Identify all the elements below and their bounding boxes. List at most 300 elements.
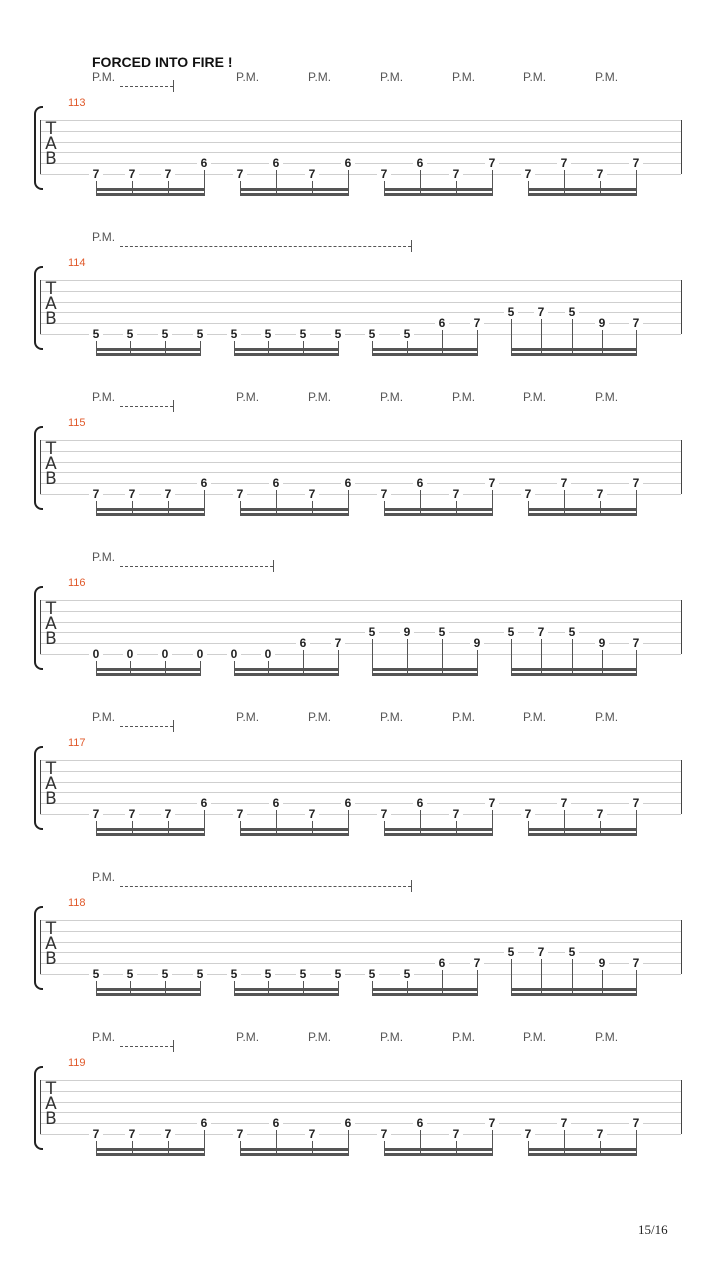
tab-clef-letter: T bbox=[45, 119, 57, 139]
note-stem bbox=[420, 490, 421, 515]
tab-string-5 bbox=[40, 643, 681, 644]
fret-number: 7 bbox=[629, 957, 643, 969]
tab-system bbox=[0, 550, 720, 710]
beam bbox=[528, 828, 637, 831]
fret-number: 7 bbox=[305, 1128, 319, 1140]
palm-mute-label: P.M. bbox=[92, 390, 116, 404]
fret-number: 7 bbox=[521, 808, 535, 820]
fret-number: 5 bbox=[331, 968, 345, 980]
fret-number: 7 bbox=[534, 626, 548, 638]
beam bbox=[96, 1153, 205, 1156]
fret-number: 5 bbox=[400, 968, 414, 980]
note-stem bbox=[636, 810, 637, 835]
beam bbox=[528, 188, 637, 191]
beam bbox=[384, 193, 493, 196]
fret-number: 7 bbox=[593, 1128, 607, 1140]
beam bbox=[96, 1148, 205, 1151]
note-stem bbox=[420, 1130, 421, 1155]
fret-number: 5 bbox=[331, 328, 345, 340]
tab-system bbox=[0, 70, 720, 230]
fret-number: 7 bbox=[521, 1128, 535, 1140]
note-stem bbox=[338, 650, 339, 675]
fret-number: 7 bbox=[521, 488, 535, 500]
tab-string-2 bbox=[40, 131, 681, 132]
beam bbox=[234, 353, 339, 356]
barline-end bbox=[681, 760, 682, 814]
note-stem bbox=[276, 1130, 277, 1155]
tab-string-5 bbox=[40, 963, 681, 964]
beam bbox=[511, 348, 637, 351]
fret-number: 5 bbox=[365, 626, 379, 638]
beam bbox=[511, 353, 637, 356]
tab-clef-letter: A bbox=[45, 774, 57, 794]
tab-string-4 bbox=[40, 152, 681, 153]
beam bbox=[96, 993, 201, 996]
page-number: 15/16 bbox=[638, 1222, 668, 1237]
beam bbox=[372, 988, 478, 991]
fret-number: 7 bbox=[557, 477, 571, 489]
tab-clef-letter: T bbox=[45, 279, 57, 299]
tab-string-4 bbox=[40, 472, 681, 473]
tab-string-3 bbox=[40, 782, 681, 783]
tab-clef bbox=[42, 919, 60, 969]
tab-system bbox=[0, 870, 720, 1030]
fret-number: 5 bbox=[89, 328, 103, 340]
beam bbox=[384, 1148, 493, 1151]
fret-number: 7 bbox=[161, 1128, 175, 1140]
beam bbox=[384, 1153, 493, 1156]
fret-number: 7 bbox=[305, 168, 319, 180]
palm-mute-label: P.M. bbox=[308, 390, 332, 404]
beam bbox=[234, 673, 339, 676]
beam bbox=[384, 513, 493, 516]
fret-number: 7 bbox=[485, 477, 499, 489]
palm-mute-label: P.M. bbox=[452, 70, 476, 84]
fret-number: 7 bbox=[534, 306, 548, 318]
fret-number: 5 bbox=[193, 328, 207, 340]
fret-number: 6 bbox=[269, 477, 283, 489]
beam bbox=[511, 673, 637, 676]
note-stem bbox=[348, 490, 349, 515]
tab-system bbox=[0, 390, 720, 550]
note-stem bbox=[442, 330, 443, 355]
beam bbox=[96, 353, 201, 356]
fret-number: 7 bbox=[521, 168, 535, 180]
note-stem bbox=[602, 330, 603, 355]
palm-mute-label: P.M. bbox=[380, 390, 404, 404]
palm-mute-end bbox=[411, 880, 412, 892]
tab-clef-letter: T bbox=[45, 1079, 57, 1099]
beam bbox=[384, 188, 493, 191]
palm-mute-label: P.M. bbox=[92, 1030, 116, 1044]
fret-number: 7 bbox=[629, 1117, 643, 1129]
fret-number: 6 bbox=[269, 797, 283, 809]
tab-clef-letter: A bbox=[45, 1094, 57, 1114]
palm-mute-dashes bbox=[120, 566, 273, 567]
note-stem bbox=[477, 650, 478, 675]
tab-system bbox=[0, 230, 720, 390]
fret-number: 5 bbox=[365, 328, 379, 340]
beam bbox=[96, 828, 205, 831]
note-stem bbox=[204, 810, 205, 835]
beam bbox=[528, 508, 637, 511]
palm-mute-dashes bbox=[120, 726, 173, 727]
note-stem bbox=[420, 810, 421, 835]
note-stem bbox=[477, 970, 478, 995]
fret-number: 7 bbox=[449, 808, 463, 820]
fret-number: 6 bbox=[197, 477, 211, 489]
fret-number: 6 bbox=[341, 477, 355, 489]
fret-number: 7 bbox=[331, 637, 345, 649]
fret-number: 7 bbox=[233, 488, 247, 500]
fret-number: 7 bbox=[125, 1128, 139, 1140]
beam bbox=[240, 193, 349, 196]
palm-mute-label: P.M. bbox=[92, 870, 116, 884]
beam bbox=[372, 668, 478, 671]
fret-number: 0 bbox=[158, 648, 172, 660]
palm-mute-label: P.M. bbox=[595, 710, 619, 724]
note-stem bbox=[564, 1130, 565, 1155]
fret-number: 7 bbox=[470, 317, 484, 329]
beam bbox=[384, 833, 493, 836]
fret-number: 6 bbox=[197, 157, 211, 169]
palm-mute-label: P.M. bbox=[452, 1030, 476, 1044]
palm-mute-dashes bbox=[120, 406, 173, 407]
tab-string-1 bbox=[40, 920, 681, 921]
fret-number: 6 bbox=[341, 157, 355, 169]
fret-number: 6 bbox=[413, 477, 427, 489]
beam bbox=[96, 668, 201, 671]
tab-clef bbox=[42, 599, 60, 649]
palm-mute-label: P.M. bbox=[523, 70, 547, 84]
tab-string-1 bbox=[40, 760, 681, 761]
note-stem bbox=[420, 170, 421, 195]
beam bbox=[234, 988, 339, 991]
note-stem bbox=[276, 810, 277, 835]
fret-number: 7 bbox=[377, 168, 391, 180]
note-stem bbox=[492, 1130, 493, 1155]
beam bbox=[240, 1153, 349, 1156]
fret-number: 7 bbox=[161, 808, 175, 820]
note-stem bbox=[492, 170, 493, 195]
fret-number: 6 bbox=[341, 1117, 355, 1129]
tab-string-2 bbox=[40, 931, 681, 932]
palm-mute-label: P.M. bbox=[236, 390, 260, 404]
fret-number: 7 bbox=[89, 808, 103, 820]
fret-number: 7 bbox=[89, 168, 103, 180]
fret-number: 7 bbox=[125, 168, 139, 180]
fret-number: 7 bbox=[629, 157, 643, 169]
fret-number: 7 bbox=[629, 797, 643, 809]
fret-number: 6 bbox=[413, 1117, 427, 1129]
palm-mute-label: P.M. bbox=[380, 710, 404, 724]
note-stem bbox=[477, 330, 478, 355]
measure-number: 118 bbox=[68, 897, 86, 909]
fret-number: 5 bbox=[193, 968, 207, 980]
beam bbox=[528, 1148, 637, 1151]
tab-string-4 bbox=[40, 312, 681, 313]
beam bbox=[384, 828, 493, 831]
note-stem bbox=[636, 1130, 637, 1155]
fret-number: 5 bbox=[261, 328, 275, 340]
beam bbox=[528, 833, 637, 836]
fret-number: 7 bbox=[233, 808, 247, 820]
palm-mute-label: P.M. bbox=[308, 710, 332, 724]
palm-mute-end bbox=[173, 720, 174, 732]
beam bbox=[96, 988, 201, 991]
fret-number: 5 bbox=[400, 328, 414, 340]
beam bbox=[511, 668, 637, 671]
beam bbox=[96, 188, 205, 191]
palm-mute-dashes bbox=[120, 1046, 173, 1047]
fret-number: 5 bbox=[89, 968, 103, 980]
palm-mute-label: P.M. bbox=[308, 1030, 332, 1044]
beam bbox=[384, 508, 493, 511]
palm-mute-label: P.M. bbox=[236, 70, 260, 84]
tab-clef bbox=[42, 1079, 60, 1129]
tab-string-2 bbox=[40, 771, 681, 772]
fret-number: 5 bbox=[435, 626, 449, 638]
palm-mute-end bbox=[173, 1040, 174, 1052]
palm-mute-label: P.M. bbox=[523, 390, 547, 404]
fret-number: 6 bbox=[269, 1117, 283, 1129]
note-stem bbox=[492, 490, 493, 515]
note-stem bbox=[348, 1130, 349, 1155]
fret-number: 5 bbox=[565, 306, 579, 318]
tab-string-3 bbox=[40, 302, 681, 303]
tab-clef bbox=[42, 759, 60, 809]
tab-string-4 bbox=[40, 1112, 681, 1113]
fret-number: 7 bbox=[485, 157, 499, 169]
fret-number: 7 bbox=[161, 488, 175, 500]
palm-mute-dashes bbox=[120, 86, 173, 87]
fret-number: 7 bbox=[125, 808, 139, 820]
fret-number: 6 bbox=[197, 1117, 211, 1129]
fret-number: 0 bbox=[89, 648, 103, 660]
fret-number: 7 bbox=[377, 1128, 391, 1140]
note-stem bbox=[564, 170, 565, 195]
palm-mute-label: P.M. bbox=[236, 710, 260, 724]
beam bbox=[96, 673, 201, 676]
tab-system bbox=[0, 710, 720, 870]
palm-mute-label: P.M. bbox=[523, 710, 547, 724]
fret-number: 5 bbox=[296, 968, 310, 980]
fret-number: 5 bbox=[158, 968, 172, 980]
palm-mute-label: P.M. bbox=[452, 710, 476, 724]
fret-number: 6 bbox=[341, 797, 355, 809]
fret-number: 5 bbox=[504, 946, 518, 958]
fret-number: 7 bbox=[557, 797, 571, 809]
palm-mute-label: P.M. bbox=[523, 1030, 547, 1044]
tab-string-1 bbox=[40, 600, 681, 601]
tab-clef-letter: B bbox=[45, 629, 57, 649]
beam bbox=[96, 348, 201, 351]
tab-string-1 bbox=[40, 1080, 681, 1081]
beam bbox=[372, 353, 478, 356]
fret-number: 7 bbox=[89, 1128, 103, 1140]
fret-number: 9 bbox=[400, 626, 414, 638]
tab-string-3 bbox=[40, 142, 681, 143]
fret-number: 7 bbox=[629, 317, 643, 329]
tab-clef-letter: B bbox=[45, 149, 57, 169]
tab-string-2 bbox=[40, 451, 681, 452]
fret-number: 6 bbox=[413, 797, 427, 809]
fret-number: 9 bbox=[595, 957, 609, 969]
palm-mute-label: P.M. bbox=[308, 70, 332, 84]
beam bbox=[240, 1148, 349, 1151]
beam bbox=[511, 993, 637, 996]
tab-clef-letter: A bbox=[45, 454, 57, 474]
measure-number: 114 bbox=[68, 257, 86, 269]
measure-number: 119 bbox=[68, 1057, 86, 1069]
fret-number: 7 bbox=[89, 488, 103, 500]
tab-clef-letter: B bbox=[45, 469, 57, 489]
note-stem bbox=[204, 170, 205, 195]
beam bbox=[528, 1153, 637, 1156]
fret-number: 6 bbox=[197, 797, 211, 809]
tab-string-5 bbox=[40, 323, 681, 324]
beam bbox=[511, 988, 637, 991]
note-stem bbox=[348, 170, 349, 195]
palm-mute-label: P.M. bbox=[595, 1030, 619, 1044]
beam bbox=[96, 513, 205, 516]
tab-clef-letter: B bbox=[45, 1109, 57, 1129]
fret-number: 0 bbox=[227, 648, 241, 660]
palm-mute-label: P.M. bbox=[595, 70, 619, 84]
tab-string-2 bbox=[40, 1091, 681, 1092]
tab-clef-letter: A bbox=[45, 294, 57, 314]
fret-number: 7 bbox=[377, 808, 391, 820]
palm-mute-label: P.M. bbox=[452, 390, 476, 404]
tab-clef-letter: T bbox=[45, 759, 57, 779]
fret-number: 5 bbox=[296, 328, 310, 340]
fret-number: 5 bbox=[365, 968, 379, 980]
barline-end bbox=[681, 120, 682, 174]
palm-mute-end bbox=[411, 240, 412, 252]
beam bbox=[96, 508, 205, 511]
note-stem bbox=[602, 650, 603, 675]
tab-string-5 bbox=[40, 803, 681, 804]
tab-clef-letter: B bbox=[45, 789, 57, 809]
fret-number: 7 bbox=[557, 1117, 571, 1129]
fret-number: 9 bbox=[470, 637, 484, 649]
palm-mute-label: P.M. bbox=[92, 710, 116, 724]
beam bbox=[234, 348, 339, 351]
fret-number: 0 bbox=[193, 648, 207, 660]
fret-number: 5 bbox=[227, 968, 241, 980]
note-stem bbox=[636, 650, 637, 675]
measure-number: 116 bbox=[68, 577, 86, 589]
palm-mute-label: P.M. bbox=[595, 390, 619, 404]
note-stem bbox=[303, 650, 304, 675]
barline-end bbox=[681, 600, 682, 654]
palm-mute-dashes bbox=[120, 886, 411, 887]
beam bbox=[240, 513, 349, 516]
measure-number: 117 bbox=[68, 737, 86, 749]
palm-mute-label: P.M. bbox=[92, 230, 116, 244]
beam bbox=[240, 188, 349, 191]
palm-mute-end bbox=[173, 80, 174, 92]
note-stem bbox=[348, 810, 349, 835]
tab-string-4 bbox=[40, 792, 681, 793]
note-stem bbox=[636, 330, 637, 355]
beam bbox=[96, 833, 205, 836]
beam bbox=[240, 508, 349, 511]
tab-string-1 bbox=[40, 280, 681, 281]
tab-string-2 bbox=[40, 291, 681, 292]
fret-number: 7 bbox=[629, 637, 643, 649]
tab-string-5 bbox=[40, 483, 681, 484]
beam bbox=[372, 673, 478, 676]
palm-mute-end bbox=[273, 560, 274, 572]
fret-number: 7 bbox=[305, 808, 319, 820]
palm-mute-label: P.M. bbox=[236, 1030, 260, 1044]
fret-number: 7 bbox=[233, 1128, 247, 1140]
fret-number: 0 bbox=[123, 648, 137, 660]
measure-number: 113 bbox=[68, 97, 86, 109]
tab-clef bbox=[42, 439, 60, 489]
beam bbox=[372, 348, 478, 351]
beam bbox=[96, 193, 205, 196]
tab-system bbox=[0, 1030, 720, 1190]
fret-number: 7 bbox=[233, 168, 247, 180]
fret-number: 5 bbox=[261, 968, 275, 980]
fret-number: 7 bbox=[449, 1128, 463, 1140]
fret-number: 7 bbox=[485, 797, 499, 809]
tab-string-1 bbox=[40, 120, 681, 121]
page-title: FORCED INTO FIRE ! bbox=[92, 54, 233, 70]
fret-number: 6 bbox=[413, 157, 427, 169]
note-stem bbox=[442, 970, 443, 995]
note-stem bbox=[636, 170, 637, 195]
fret-number: 7 bbox=[161, 168, 175, 180]
tab-clef-letter: A bbox=[45, 134, 57, 154]
note-stem bbox=[564, 490, 565, 515]
fret-number: 7 bbox=[485, 1117, 499, 1129]
tab-string-5 bbox=[40, 163, 681, 164]
fret-number: 7 bbox=[593, 488, 607, 500]
palm-mute-label: P.M. bbox=[92, 70, 116, 84]
beam bbox=[372, 993, 478, 996]
beam bbox=[240, 833, 349, 836]
fret-number: 5 bbox=[504, 626, 518, 638]
fret-number: 7 bbox=[593, 808, 607, 820]
fret-number: 7 bbox=[305, 488, 319, 500]
tab-clef bbox=[42, 279, 60, 329]
fret-number: 9 bbox=[595, 637, 609, 649]
tab-string-3 bbox=[40, 462, 681, 463]
palm-mute-end bbox=[173, 400, 174, 412]
tab-clef-letter: T bbox=[45, 599, 57, 619]
fret-number: 7 bbox=[557, 157, 571, 169]
fret-number: 7 bbox=[534, 946, 548, 958]
barline-end bbox=[681, 920, 682, 974]
tab-string-4 bbox=[40, 632, 681, 633]
fret-number: 6 bbox=[296, 637, 310, 649]
fret-number: 9 bbox=[595, 317, 609, 329]
tab-clef-letter: T bbox=[45, 439, 57, 459]
beam bbox=[528, 513, 637, 516]
tab-string-4 bbox=[40, 952, 681, 953]
note-stem bbox=[564, 810, 565, 835]
tab-clef bbox=[42, 119, 60, 169]
note-stem bbox=[276, 490, 277, 515]
note-stem bbox=[636, 490, 637, 515]
fret-number: 7 bbox=[629, 477, 643, 489]
beam bbox=[234, 668, 339, 671]
palm-mute-label: P.M. bbox=[380, 70, 404, 84]
note-stem bbox=[636, 970, 637, 995]
